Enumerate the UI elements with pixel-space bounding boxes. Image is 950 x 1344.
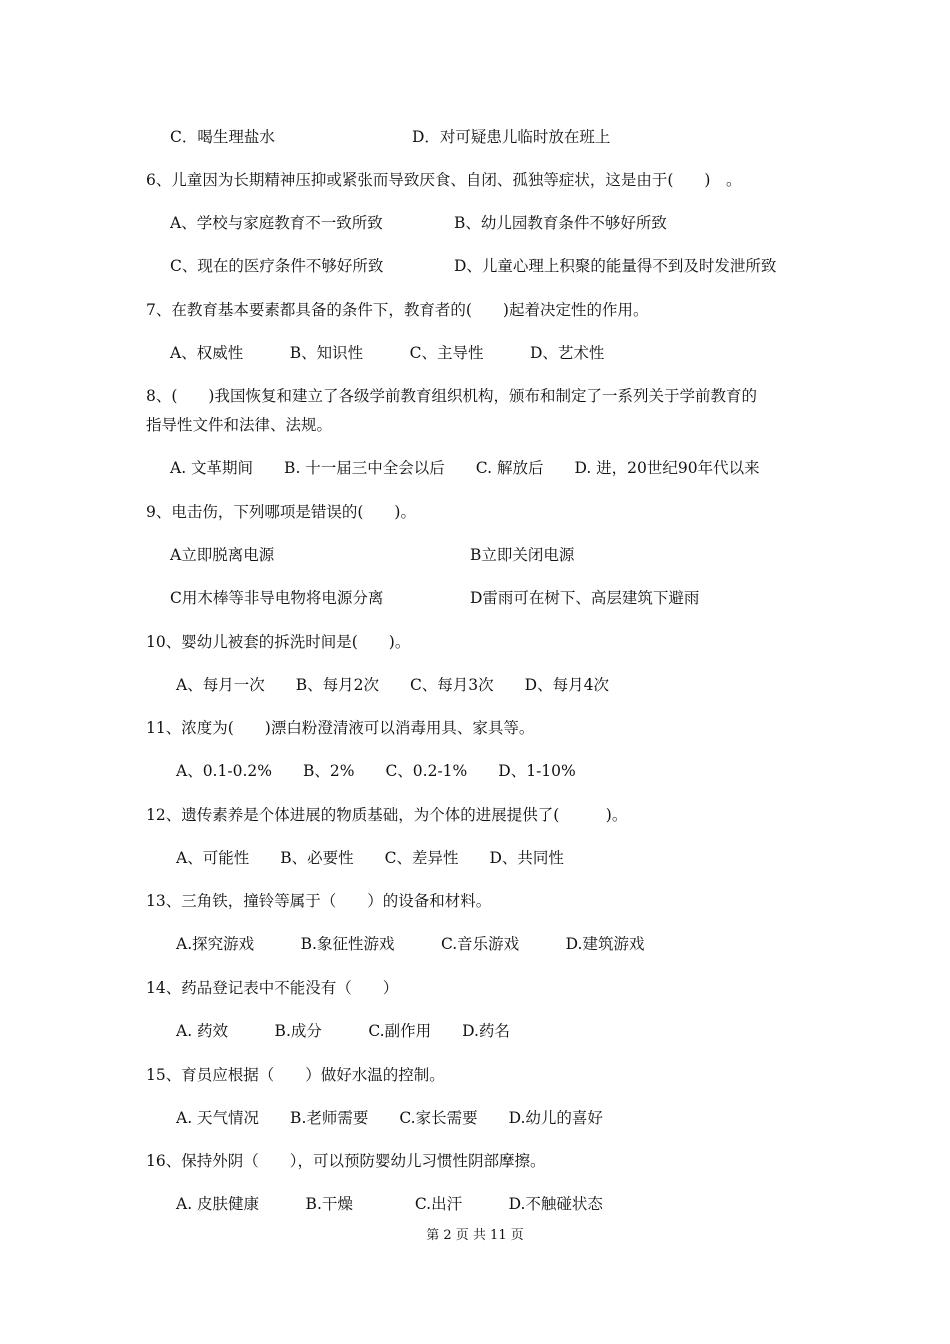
q12-options: A、可能性 B、必要性 C、差异性 D、共同性 <box>176 849 564 867</box>
question-6-stem: 6、儿童因为长期精神压抑或紧张而导致厌食、自闭、孤独等症状，这是由于( ) 。 <box>146 171 742 189</box>
q14-options: A. 药效 B.成分 C.副作用 D.药名 <box>176 1022 510 1040</box>
q9-option-a: A立即脱离电源 <box>170 546 275 564</box>
q6-option-b: B、幼儿园教育条件不够好所致 <box>454 214 667 232</box>
question-15-stem: 15、育员应根据（ ）做好水温的控制。 <box>146 1066 445 1084</box>
question-8-stem-line1: 8、( )我国恢复和建立了各级学前教育组织机构，颁布和制定了一系列关于学前教育的 <box>146 387 757 405</box>
question-7-stem: 7、在教育基本要素都具备的条件下，教育者的( )起着决定性的作用。 <box>146 301 649 319</box>
q13-options: A.探究游戏 B.象征性游戏 C.音乐游戏 D.建筑游戏 <box>176 935 645 953</box>
question-14-stem: 14、药品登记表中不能没有（ ） <box>146 979 399 997</box>
q16-options: A. 皮肤健康 B.干燥 C.出汗 D.不触碰状态 <box>176 1195 603 1213</box>
q5-option-c: C．喝生理盐水 <box>170 128 275 146</box>
q9-option-c: C用木棒等非导电物将电源分离 <box>170 589 384 607</box>
page-footer: 第 2 页 共 11 页 <box>426 1228 524 1243</box>
question-9-stem: 9、电击伤，下列哪项是错误的( )。 <box>146 503 416 521</box>
question-13-stem: 13、三角铁，撞铃等属于（ ）的设备和材料。 <box>146 892 492 910</box>
q15-options: A. 天气情况 B.老师需要 C.家长需要 D.幼儿的喜好 <box>176 1109 603 1127</box>
q10-options: A、每月一次 B、每月2次 C、每月3次 D、每月4次 <box>176 676 609 694</box>
q6-option-c: C、现在的医疗条件不够好所致 <box>170 257 384 275</box>
q9-option-b: B立即关闭电源 <box>470 546 575 564</box>
q6-option-a: A、学校与家庭教育不一致所致 <box>170 214 383 232</box>
q5-option-d: D．对可疑患儿临时放在班上 <box>412 128 611 146</box>
q6-option-d: D、儿童心理上积聚的能量得不到及时发泄所致 <box>454 257 777 275</box>
q9-option-d: D雷雨可在树下、高层建筑下避雨 <box>470 589 700 607</box>
question-11-stem: 11、浓度为( )漂白粉澄清液可以消毒用具、家具等。 <box>146 719 535 737</box>
q7-options: A、权威性 B、知识性 C、主导性 D、艺术性 <box>170 344 605 362</box>
question-16-stem: 16、保持外阴（ ），可以预防婴幼儿习惯性阴部摩擦。 <box>146 1152 546 1170</box>
question-8-stem-line2: 指导性文件和法律、法规。 <box>146 416 333 434</box>
q8-options: A. 文革期间 B. 十一届三中全会以后 C. 解放后 D. 进，20世纪90年代以来 <box>170 459 760 477</box>
q11-options: A、0.1-0.2% B、2% C、0.2-1% D、1-10% <box>176 762 576 780</box>
question-12-stem: 12、遗传素养是个体进展的物质基础，为个体的进展提供了( )。 <box>146 806 628 824</box>
question-10-stem: 10、婴幼儿被套的拆洗时间是( )。 <box>146 633 411 651</box>
